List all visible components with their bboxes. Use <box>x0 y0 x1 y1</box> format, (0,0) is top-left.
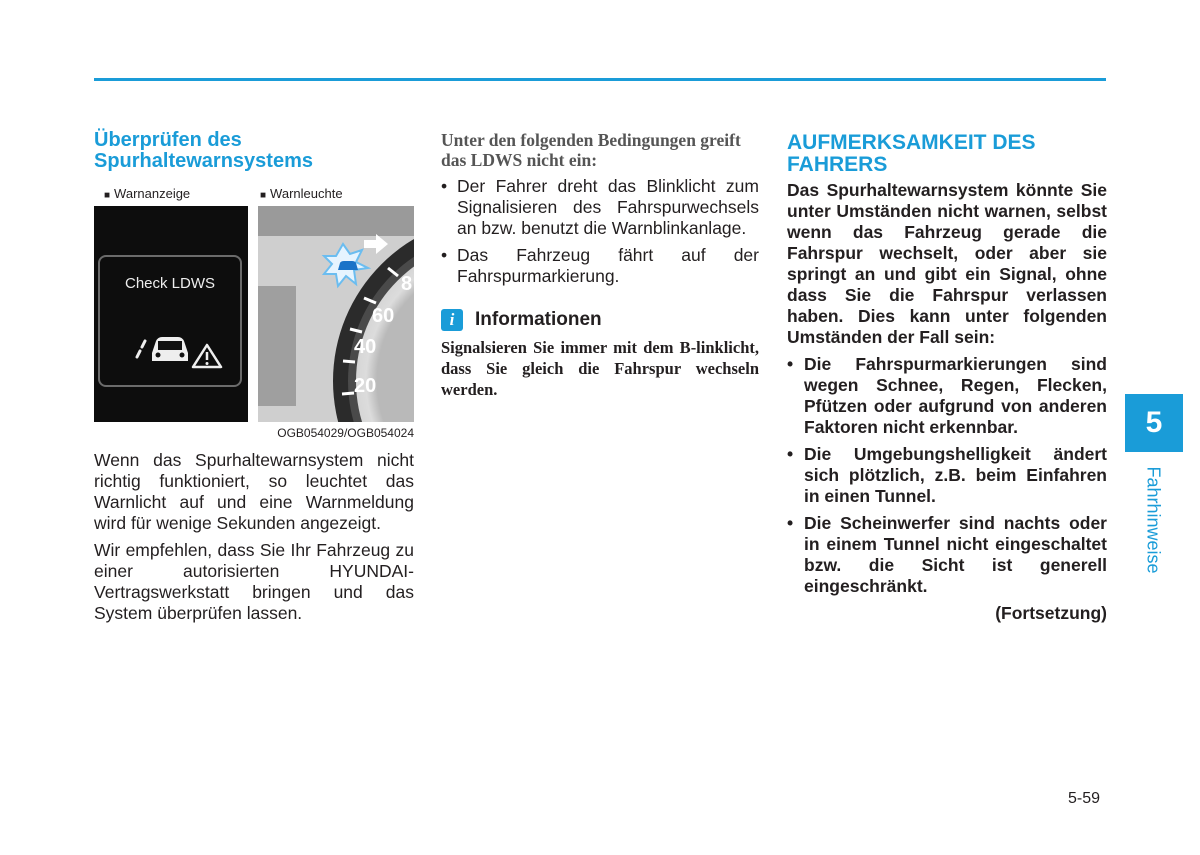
chapter-label: Fahrhinweise <box>1143 466 1164 574</box>
paragraph-recommendation: Wir empfehlen, dass Sie Ihr Fahrzeug zu einer autorisierten HYUNDAI-Vertragswerkstatt bringen und das System überprüfen lassen. <box>94 540 414 623</box>
heading-line-2: Spurhaltewarnsystems <box>94 150 313 172</box>
lane-departure-car-icon <box>100 323 240 373</box>
list-item: • Die Scheinwerfer sind nachts oder in einem Tunnel nicht eingeschaltet bzw. die Sicht ist generell eingeschränkt. <box>787 513 1107 596</box>
info-title: Informationen <box>475 309 602 330</box>
continuation-note: (Fortsetzung) <box>995 603 1107 623</box>
column-2 <box>441 130 759 400</box>
figure-code: OGB054029/OGB054024 <box>277 426 414 440</box>
figure-caption-right: ■ Warnleuchte <box>260 186 343 201</box>
list-item-text: Die Fahrspurmarkierungen sind wegen Schnee, Regen, Flecken, Pfützen oder aufgrund von anderen Faktoren nicht erkennbar. <box>804 354 1107 437</box>
list-item: • Die Fahrspurmarkierungen sind wegen Schnee, Regen, Flecken, Pfützen oder aufgrund von anderen Faktoren nicht erkennbar. <box>787 354 1107 437</box>
figure-ldws-warning <box>94 186 414 440</box>
section-heading-driver-attention <box>787 132 1107 176</box>
caption-right-text: Warnleuchte <box>270 186 343 201</box>
list-item: • Das Fahrzeug fährt auf der Fahrspurmarkierung. <box>441 245 759 286</box>
warning-display-image <box>94 206 248 422</box>
column-1 <box>94 129 414 623</box>
chapter-number-tab: 5 <box>1125 394 1183 452</box>
column-3 <box>787 132 1107 624</box>
list-item-text: Das Fahrzeug fährt auf der Fahrspurmarkierung. <box>457 245 759 286</box>
list-item: • Der Fahrer dreht das Blinklicht zum Signalisieren des Fahrspurwechsels an bzw. benutzt die Warnblinkanlage. <box>441 176 759 238</box>
info-heading <box>441 309 759 331</box>
header-rule <box>94 78 1106 81</box>
list-item-text: Der Fahrer dreht das Blinklicht zum Signalisieren des Fahrspurwechsels an bzw. benutzt die Warnblinkanlage. <box>457 176 759 238</box>
figure-caption-left: ■ Warnanzeige <box>104 186 191 201</box>
list-item-text: Die Umgebungshelligkeit ändert sich plötzlich, z.B. beim Einfahren in einen Tunnel. <box>804 444 1107 506</box>
list-item-text: Die Scheinwerfer sind nachts oder in einem Tunnel nicht eingeschaltet bzw. die Sicht ist generell eingeschränkt. <box>804 513 1107 596</box>
section-heading-check-system <box>94 130 414 172</box>
gauge-number-40: 40 <box>354 336 377 358</box>
paragraph-malfunction: Wenn das Spurhaltewarnsystem nicht richtig funktioniert, so leuchtet das Warnlicht auf und eine Warnmeldung wird für wenige Sekunden angezeigt. <box>94 450 414 533</box>
info-text: Signalsieren Sie immer mit dem B-linklicht, dass Sie gleich die Fahrspur wechseln werden. <box>441 338 759 399</box>
lcd-message: Check LDWS <box>124 275 216 292</box>
caption-left-text: Warnanzeige <box>114 186 191 201</box>
info-icon: i <box>441 309 463 331</box>
attention-list <box>787 354 1107 597</box>
attention-intro: Das Spurhaltewarnsystem könnte Sie unter Umständen nicht warnen, selbst wenn das Fahrzeug gerade die Fahrspur wechselt, oder aber sie springt an und gibt ein Signal, ohne dass Sie die Fahrspur verlassen haben. Dies kann unter folgenden Umständen der Fall sein: <box>787 180 1107 347</box>
heading-line-1: Überprüfen des <box>94 129 242 151</box>
warning-triangle-icon <box>193 345 221 367</box>
heading-line-2: FAHRERS <box>787 153 888 176</box>
list-item: • Die Umgebungshelligkeit ändert sich plötzlich, z.B. beim Einfahren in einen Tunnel. <box>787 444 1107 506</box>
gauge-number-60: 60 <box>372 305 395 327</box>
warning-light-image <box>258 206 414 422</box>
heading-line-1: AUFMERKSAMKEIT DES <box>787 131 1036 154</box>
conditions-lead: Unter den folgenden Bedingungen greift das LDWS nicht ein: <box>441 130 741 170</box>
conditions-list <box>441 176 759 287</box>
page-number: 5-59 <box>1068 790 1101 807</box>
gauge-number-80: 8 <box>401 273 413 295</box>
cluster-lcd <box>98 255 242 387</box>
gauge-number-20: 20 <box>354 375 377 397</box>
